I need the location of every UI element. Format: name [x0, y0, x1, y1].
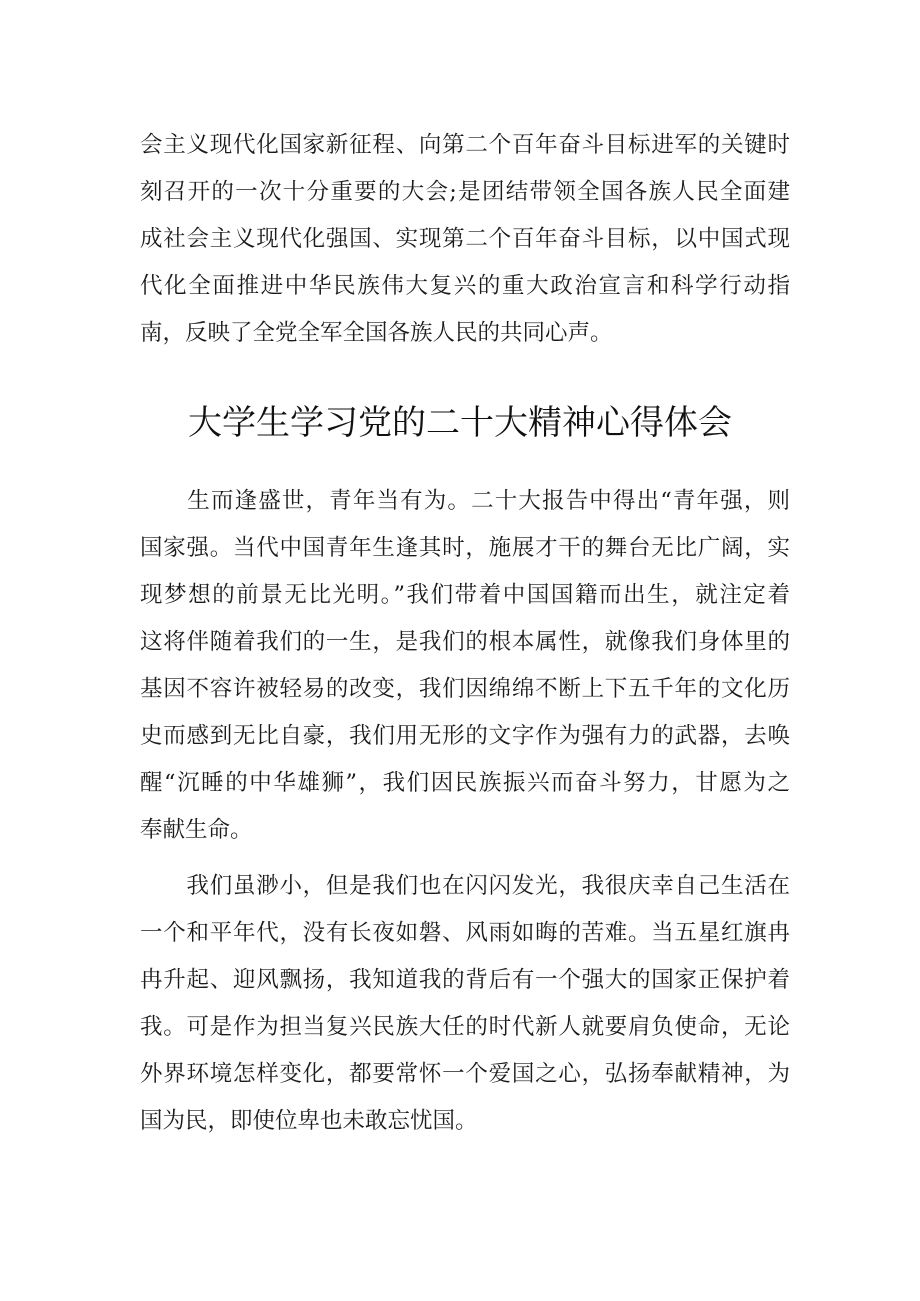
paragraph2-line: 冉升起、迎风飘扬，我知道我的背后有一个强大的国家正保护着 [140, 967, 790, 993]
paragraph1-line: 这将伴随着我们的一生，是我们的根本属性，就像我们身体里的 [140, 629, 790, 655]
paragraph1-line: 醒“沉睡的中华雄狮”，我们因民族振兴而奋斗努力，甘愿为之 [140, 770, 790, 796]
paragraph1-line: 奉献生命。 [140, 817, 253, 843]
paragraph1-line: 国家强。当代中国青年生逢其时，施展才干的舞台无比广阔，实 [140, 535, 790, 561]
intro-line: 会主义现代化国家新征程、向第二个百年奋斗目标进军的关键时 [140, 132, 790, 158]
paragraph1-line: 现梦想的前景无比光明。”我们带着中国国籍而出生，就注定着 [140, 582, 790, 608]
paragraph2-line: 国为民，即使位卑也未敢忘忧国。 [140, 1108, 478, 1134]
intro-line: 刻召开的一次十分重要的大会;是团结带领全国各族人民全面建 [140, 179, 790, 205]
intro-line: 成社会主义现代化强国、实现第二个百年奋斗目标，以中国式现 [140, 226, 790, 252]
intro-line: 代化全面推进中华民族伟大复兴的重大政治宣言和科学行动指 [140, 273, 790, 299]
paragraph2-line: 一个和平年代，没有长夜如磐、风雨如晦的苦难。当五星红旗冉 [140, 920, 790, 946]
intro-line: 南，反映了全党全军全国各族人民的共同心声。 [140, 320, 613, 346]
paragraph2-line: 我们虽渺小，但是我们也在闪闪发光，我很庆幸自己生活在 [140, 873, 790, 899]
article-title: 大学生学习党的二十大精神心得体会 [188, 403, 732, 443]
paragraph1-line: 生而逢盛世，青年当有为。二十大报告中得出“青年强，则 [140, 488, 790, 514]
paragraph2-line: 我。可是作为担当复兴民族大任的时代新人就要肩负使命，无论 [140, 1014, 790, 1040]
paragraph1-line: 基因不容许被轻易的改变，我们因绵绵不断上下五千年的文化历 [140, 676, 790, 702]
paragraph2-line: 外界环境怎样变化，都要常怀一个爱国之心，弘扬奉献精神，为 [140, 1061, 790, 1087]
paragraph1-line: 史而感到无比自豪，我们用无形的文字作为强有力的武器，去唤 [140, 723, 790, 749]
